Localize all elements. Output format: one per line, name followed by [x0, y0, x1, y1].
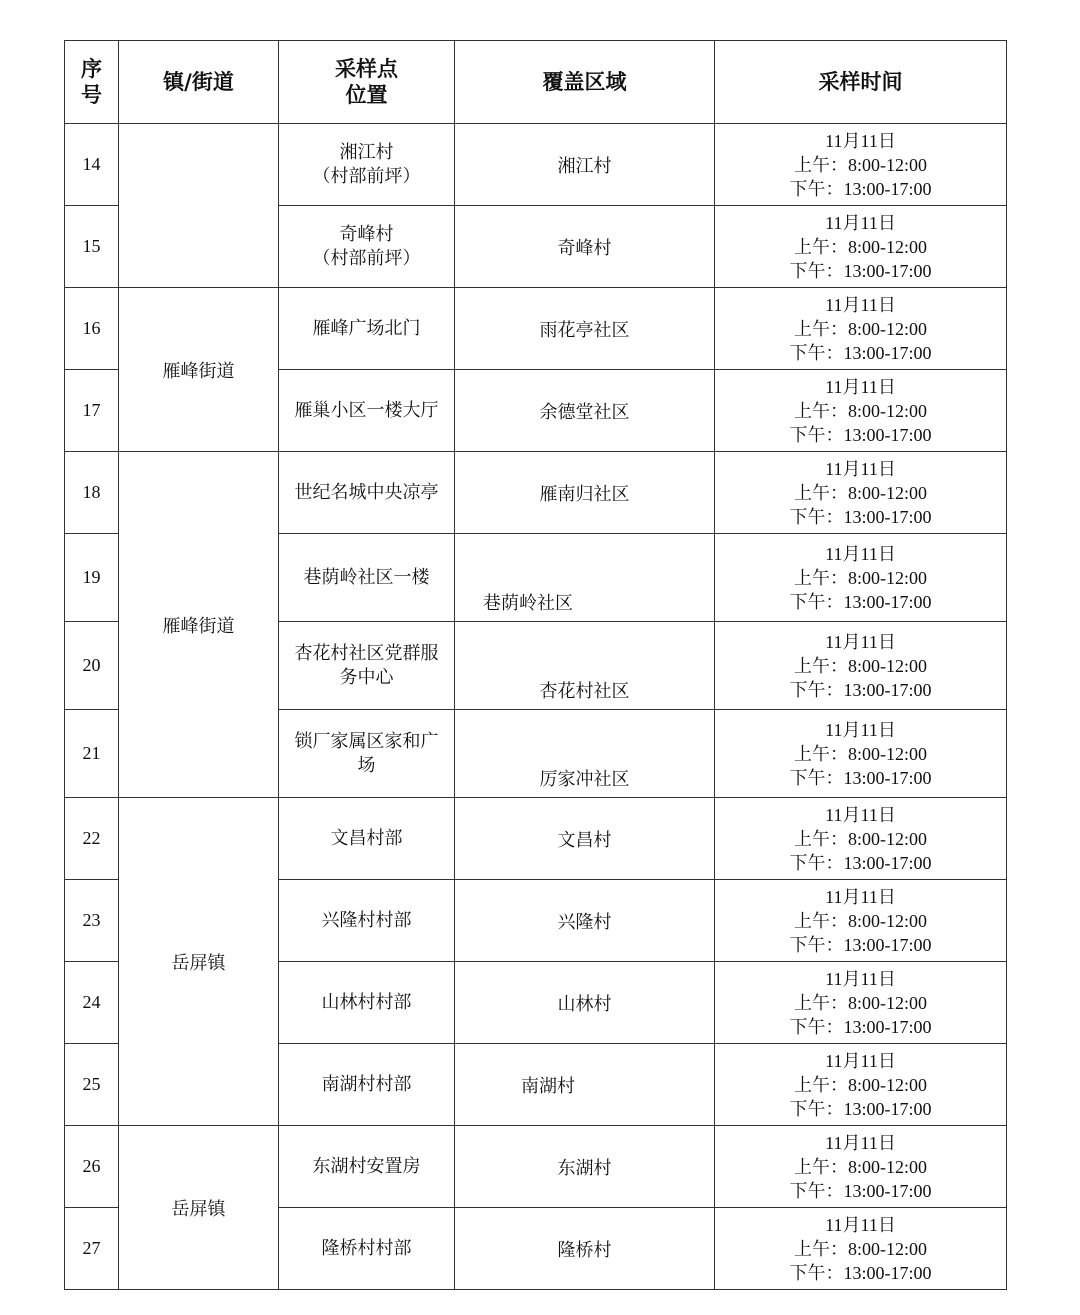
site-cell: 巷荫岭社区一楼 [279, 534, 455, 622]
am-text: 上午：8:00-12:00 [794, 910, 927, 931]
header-site-line-1: 采样点 [335, 56, 398, 81]
header-time: 采样时间 [715, 41, 1007, 124]
row-no: 26 [65, 1126, 119, 1208]
time-cell [715, 962, 1007, 1044]
pm-text: 下午：13:00-17:00 [789, 1180, 932, 1201]
row-no: 18 [65, 452, 119, 534]
area-cell: 文昌村 [455, 798, 715, 880]
town-cell: 雁峰街道 [119, 452, 279, 798]
area-cell: 余德堂社区 [455, 370, 715, 452]
am-text: 上午：8:00-12:00 [794, 1238, 927, 1259]
row-no: 17 [65, 370, 119, 452]
row-no: 15 [65, 206, 119, 288]
table-header-row [65, 41, 1007, 124]
time-cell [715, 288, 1007, 370]
pm-text: 下午：13:00-17:00 [789, 679, 932, 700]
area-cell: 山林村 [455, 962, 715, 1044]
header-no-line-2: 号 [81, 82, 102, 107]
row-no: 24 [65, 962, 119, 1044]
time-cell [715, 1044, 1007, 1126]
date-text: 11月11日 [825, 458, 896, 479]
row-no: 21 [65, 710, 119, 798]
area-cell: 东湖村 [455, 1126, 715, 1208]
town-cell: 岳屏镇 [119, 798, 279, 1126]
pm-text: 下午：13:00-17:00 [789, 767, 932, 788]
date-text: 11月11日 [825, 130, 896, 151]
site-line: 奇峰村 [339, 223, 394, 245]
row-no: 22 [65, 798, 119, 880]
site-cell: 南湖村村部 [279, 1044, 455, 1126]
pm-text: 下午：13:00-17:00 [789, 591, 932, 612]
area-cell: 兴隆村 [455, 880, 715, 962]
site-line: 场 [357, 754, 376, 776]
am-text: 上午：8:00-12:00 [794, 1074, 927, 1095]
site-cell: 山林村村部 [279, 962, 455, 1044]
site-cell: 兴隆村村部 [279, 880, 455, 962]
am-text: 上午：8:00-12:00 [794, 154, 927, 175]
time-cell [715, 1126, 1007, 1208]
date-text: 11月11日 [825, 212, 896, 233]
time-cell [715, 370, 1007, 452]
am-text: 上午：8:00-12:00 [794, 236, 927, 257]
date-text: 11月11日 [825, 294, 896, 315]
date-text: 11月11日 [825, 543, 896, 564]
sampling-schedule-table [64, 40, 1007, 1290]
time-cell [715, 124, 1007, 206]
area-cell: 雁南归社区 [455, 452, 715, 534]
site-cell [279, 622, 455, 710]
table-row [65, 798, 1007, 880]
area-cell: 巷荫岭社区 [455, 534, 715, 622]
time-cell [715, 622, 1007, 710]
date-text: 11月11日 [825, 968, 896, 989]
area-cell: 隆桥村 [455, 1208, 715, 1290]
row-no: 14 [65, 124, 119, 206]
pm-text: 下午：13:00-17:00 [789, 1262, 932, 1283]
table-row [65, 124, 1007, 206]
header-no [65, 41, 119, 124]
date-text: 11月11日 [825, 1132, 896, 1153]
date-text: 11月11日 [825, 804, 896, 825]
pm-text: 下午：13:00-17:00 [789, 178, 932, 199]
time-cell [715, 710, 1007, 798]
am-text: 上午：8:00-12:00 [794, 482, 927, 503]
date-text: 11月11日 [825, 1050, 896, 1071]
pm-text: 下午：13:00-17:00 [789, 852, 932, 873]
table-row [65, 288, 1007, 370]
time-cell [715, 452, 1007, 534]
site-cell: 文昌村部 [279, 798, 455, 880]
time-cell [715, 206, 1007, 288]
header-site-line-2: 位置 [345, 82, 388, 107]
area-cell: 厉家冲社区 [455, 710, 715, 798]
site-line: 锁厂家属区家和广 [294, 730, 439, 752]
pm-text: 下午：13:00-17:00 [789, 934, 932, 955]
date-text: 11月11日 [825, 631, 896, 652]
row-no: 19 [65, 534, 119, 622]
date-text: 11月11日 [825, 1214, 896, 1235]
row-no: 23 [65, 880, 119, 962]
town-cell: 岳屏镇 [119, 1126, 279, 1290]
pm-text: 下午：13:00-17:00 [789, 1016, 932, 1037]
header-site [279, 41, 455, 124]
am-text: 上午：8:00-12:00 [794, 567, 927, 588]
town-cell: 雁峰街道 [119, 288, 279, 452]
area-cell: 奇峰村 [455, 206, 715, 288]
row-no: 20 [65, 622, 119, 710]
table-row [65, 452, 1007, 534]
site-cell: 隆桥村村部 [279, 1208, 455, 1290]
site-line: 务中心 [339, 666, 394, 688]
time-cell [715, 798, 1007, 880]
site-line: （村部前坪） [312, 247, 421, 269]
site-line: （村部前坪） [312, 165, 421, 187]
table-row [65, 1126, 1007, 1208]
town-cell [119, 124, 279, 288]
time-cell [715, 1208, 1007, 1290]
am-text: 上午：8:00-12:00 [794, 318, 927, 339]
time-cell [715, 534, 1007, 622]
pm-text: 下午：13:00-17:00 [789, 260, 932, 281]
site-cell: 雁巢小区一楼大厅 [279, 370, 455, 452]
site-line: 杏花村社区党群服 [294, 642, 439, 664]
pm-text: 下午：13:00-17:00 [789, 1098, 932, 1119]
area-cell: 南湖村 [455, 1044, 715, 1126]
site-cell: 东湖村安置房 [279, 1126, 455, 1208]
date-text: 11月11日 [825, 886, 896, 907]
am-text: 上午：8:00-12:00 [794, 743, 927, 764]
site-cell: 雁峰广场北门 [279, 288, 455, 370]
date-text: 11月11日 [825, 376, 896, 397]
row-no: 27 [65, 1208, 119, 1290]
am-text: 上午：8:00-12:00 [794, 655, 927, 676]
row-no: 16 [65, 288, 119, 370]
time-cell [715, 880, 1007, 962]
am-text: 上午：8:00-12:00 [794, 828, 927, 849]
pm-text: 下午：13:00-17:00 [789, 342, 932, 363]
area-cell: 杏花村社区 [455, 622, 715, 710]
area-cell: 雨花亭社区 [455, 288, 715, 370]
site-cell: 世纪名城中央凉亭 [279, 452, 455, 534]
row-no: 25 [65, 1044, 119, 1126]
site-cell [279, 710, 455, 798]
header-area: 覆盖区域 [455, 41, 715, 124]
am-text: 上午：8:00-12:00 [794, 1156, 927, 1177]
header-town: 镇/街道 [119, 41, 279, 124]
site-cell [279, 206, 455, 288]
am-text: 上午：8:00-12:00 [794, 992, 927, 1013]
date-text: 11月11日 [825, 719, 896, 740]
site-cell [279, 124, 455, 206]
pm-text: 下午：13:00-17:00 [789, 424, 932, 445]
am-text: 上午：8:00-12:00 [794, 400, 927, 421]
pm-text: 下午：13:00-17:00 [789, 506, 932, 527]
site-line: 湘江村 [339, 141, 394, 163]
header-no-line-1: 序 [81, 56, 102, 81]
area-cell: 湘江村 [455, 124, 715, 206]
